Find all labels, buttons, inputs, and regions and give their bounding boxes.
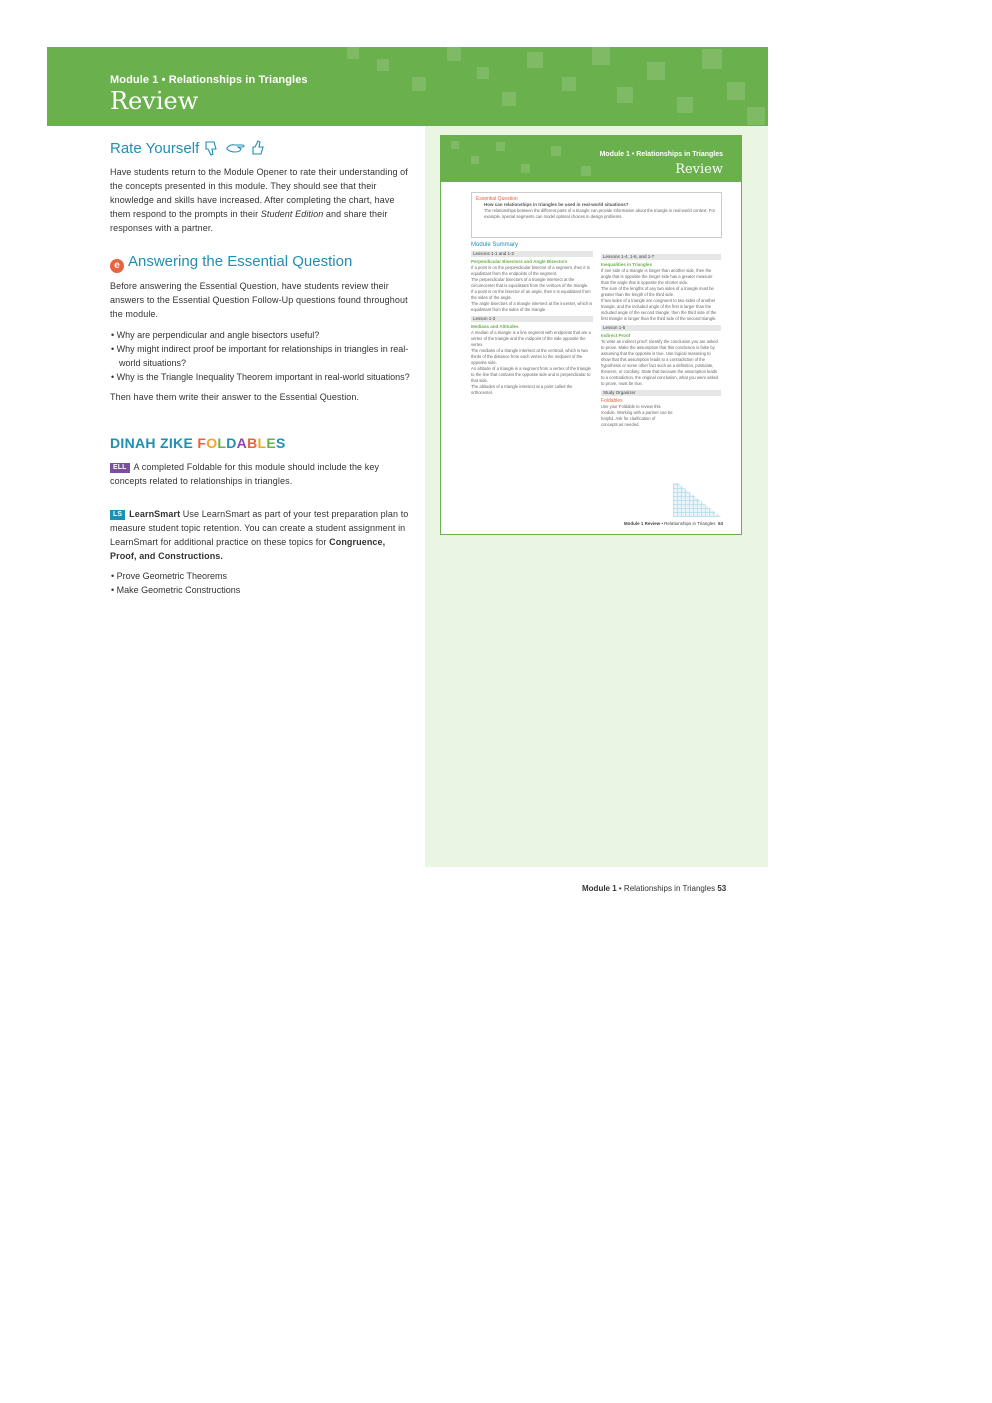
thumbs-up-icon xyxy=(250,138,268,160)
thumbnail-bullet: If a point is on the bisector of an angle, then it is equidistant from the sides of the angle. xyxy=(471,289,591,300)
brand-letter: B xyxy=(247,435,258,451)
brand-foldables xyxy=(197,435,285,451)
thumbs-down-icon xyxy=(203,140,221,160)
thumbnail-study-organizer-label: Study Organizer xyxy=(601,390,721,396)
rate-yourself-body: Have students return to the Module Opener to rate their understanding of the concepts presented in this module. They should see that their knowledge and skills have increased. After completing the chart, have them respond to the prompts in their Student Edition and share their responses with a partner. xyxy=(110,167,408,233)
module-banner xyxy=(47,47,768,126)
thumbnail-lesson-header: Lesson 1-5 xyxy=(601,325,721,331)
dinah-zike-foldables-logo xyxy=(110,435,410,451)
essential-question-title: Answering the Essential Question xyxy=(128,253,353,270)
essential-question-icon: e xyxy=(110,259,124,273)
thumbnail-bullet: The perpendicular bisectors of a triangle intersect at the circumcenter that is equidistant from the vertices of the triangle. xyxy=(471,277,589,288)
rate-yourself-section xyxy=(110,138,410,235)
list-item: • Make Geometric Constructions xyxy=(110,583,410,597)
thumbnail-eq-question: How can relationships in triangles be used in real-world situations? xyxy=(484,202,629,207)
thumbnail-footer: Module 1 Review • Relationships in Triangles 53 xyxy=(623,521,723,526)
thumbnail-bullet: If one side of a triangle is longer than another side, then the angle that is opposite the longer side has a greater measure than the angle that is opposite the shorter side. xyxy=(601,268,713,285)
hand-icon xyxy=(226,141,246,158)
footer-module: Module 1 xyxy=(582,884,617,893)
rate-yourself-heading xyxy=(110,138,410,160)
thumbnail-left-column xyxy=(471,242,593,396)
essential-intro: Before answering the Essential Question, have students review their answers to the Essential Question Follow-Up questions found throughout the module. xyxy=(110,281,408,319)
thumbnail-bullet: The sum of the lengths of any two sides of a triangle must be greater than the length of the third side. xyxy=(601,286,714,297)
brand-letter: E xyxy=(266,435,277,451)
brand-letter: L xyxy=(217,435,227,451)
brand-letter: D xyxy=(226,435,237,451)
ell-icon: ELL xyxy=(110,463,130,473)
list-item: • Prove Geometric Theorems xyxy=(110,569,410,583)
essential-question-heading xyxy=(110,253,410,273)
thumbnail-bullet: The angle bisectors of a triangle intersect at the incenter, which is equidistant from the sides of the triangle. xyxy=(471,301,593,312)
thumbnail-right-column xyxy=(601,254,721,428)
thumbnail-summary-label: Module Summary xyxy=(471,242,519,248)
learnsmart-bullets xyxy=(110,569,410,597)
thumbnail-bullet: The medians of a triangle intersect at the centroid, which is two thirds of the distance from each vertex to the midpoint of the opposite side. xyxy=(471,348,588,365)
thumbnail-lesson-header: Lessons 1-4, 1-6, and 1-7 xyxy=(601,254,721,260)
thumbnail-bullet: An altitude of a triangle is a segment from a vertex of the triangle to the line that contains the opposite side and is perpendicular to that side. xyxy=(471,366,591,383)
thumbnail-foldables-text: Use your Foldable to review this module. Working with a partner can be helpful. Ask for clarification of concepts as needed. xyxy=(601,404,673,427)
thumbnail-topic: Inequalities in Triangles xyxy=(601,262,653,267)
thumbnail-eq-answer: The relationships between the different parts of a triangle can provide information about the triangle in real-world context. For example, special segments can model optimal choices in design problems. xyxy=(484,208,716,219)
brand-letter: L xyxy=(257,435,267,451)
footer-topic: Relationships in Triangles xyxy=(623,884,716,893)
student-page-thumbnail xyxy=(440,135,742,535)
thumbnail-eyebrow: Module 1 • Relationships in Triangles xyxy=(599,151,723,158)
thumbnail-foldables-label: Foldables xyxy=(601,398,623,404)
brand-letter: A xyxy=(236,435,248,451)
brand-letter: O xyxy=(206,435,218,451)
thumbnail-bullet: If a point is on the perpendicular bisector of a segment, then it is equidistant from the endpoints of the segment. xyxy=(471,265,590,276)
list-item: • Why might indirect proof be important for relationships in triangles in real-world situations? xyxy=(110,342,410,370)
thumbnail-bullet: A median of a triangle is a line segment with endpoints that are a vertex of the triangle and the midpoint of the side opposite the vertex. xyxy=(471,330,591,347)
brand-letter: S xyxy=(276,435,286,451)
thumbnail-banner xyxy=(441,136,741,182)
thumbnail-topic: Indirect Proof xyxy=(601,333,631,338)
page-number: 53 xyxy=(717,884,727,893)
thumbnail-bullet: To write an indirect proof: Identify the conclusion you are asked to prove. Make the assumption that this conclusion is false by assuming that the opposite is true. Use logical reasoning to show that this assumption leads to a contradiction of the hypothesis or some other fact such as a definition, postulate, theorem, or corollary. State that because the assumption leads to a contradiction, the original conclusion, what you were asked to prove, must be true. xyxy=(601,339,719,386)
brand-letter: F xyxy=(197,435,207,451)
list-item: • Why are perpendicular and angle bisectors useful? xyxy=(110,328,410,342)
thumbnail-bullet: If two sides of a triangle are congruent to two sides of another triangle, and the included angle of the first is larger than the included angle of the second triangle, then the third side of the first triangle is longer than the third side of the second triangle. xyxy=(601,298,717,321)
thumbnail-lesson-header: Lessons 1-1 and 1-2 xyxy=(471,251,593,257)
rate-yourself-title: Rate Yourself xyxy=(110,140,200,157)
essential-bullets xyxy=(110,328,410,384)
page-title: Review xyxy=(110,87,199,115)
learnsmart-section xyxy=(110,507,410,597)
thumbnail-bullet: The altitudes of a triangle intersect at a point called the orthocenter. xyxy=(471,384,573,395)
list-item: • Why is the Triangle Inequality Theorem important in real-world situations? xyxy=(110,370,410,384)
foldables-section xyxy=(110,435,410,488)
essential-question-section xyxy=(110,253,410,404)
essential-closing: Then have them write their answer to the Essential Question. xyxy=(110,392,360,402)
page-footer: Module 1 • Relationships in Triangles 53 xyxy=(582,884,727,893)
thumbnail-eq-label: Essential Question xyxy=(476,196,518,202)
thumbnail-essential-question-box xyxy=(471,192,722,238)
brand-dinah-zike: DINAH ZIKE xyxy=(110,435,194,451)
learnsmart-icon: LS xyxy=(110,510,125,520)
foldable-image xyxy=(673,483,721,517)
thumbnail-title: Review xyxy=(675,162,723,177)
module-eyebrow: Module 1 • Relationships in Triangles xyxy=(110,74,308,86)
thumbnail-topic: Medians and Altitudes xyxy=(471,324,519,329)
thumbnail-lesson-header: Lesson 1-3 xyxy=(471,316,593,322)
learnsmart-text: LS LearnSmart Use LearnSmart as part of your test preparation plan to measure student topic retention. You can create a student assignment in LearnSmart for additional practice on these topics for Congruence, Proof, and Constructions. xyxy=(110,509,409,561)
thumbnail-topic: Perpendicular Bisectors and Angle Bisectors xyxy=(471,259,568,264)
foldables-text: ELL A completed Foldable for this module should include the key concepts related to relationships in triangles. xyxy=(110,462,380,486)
